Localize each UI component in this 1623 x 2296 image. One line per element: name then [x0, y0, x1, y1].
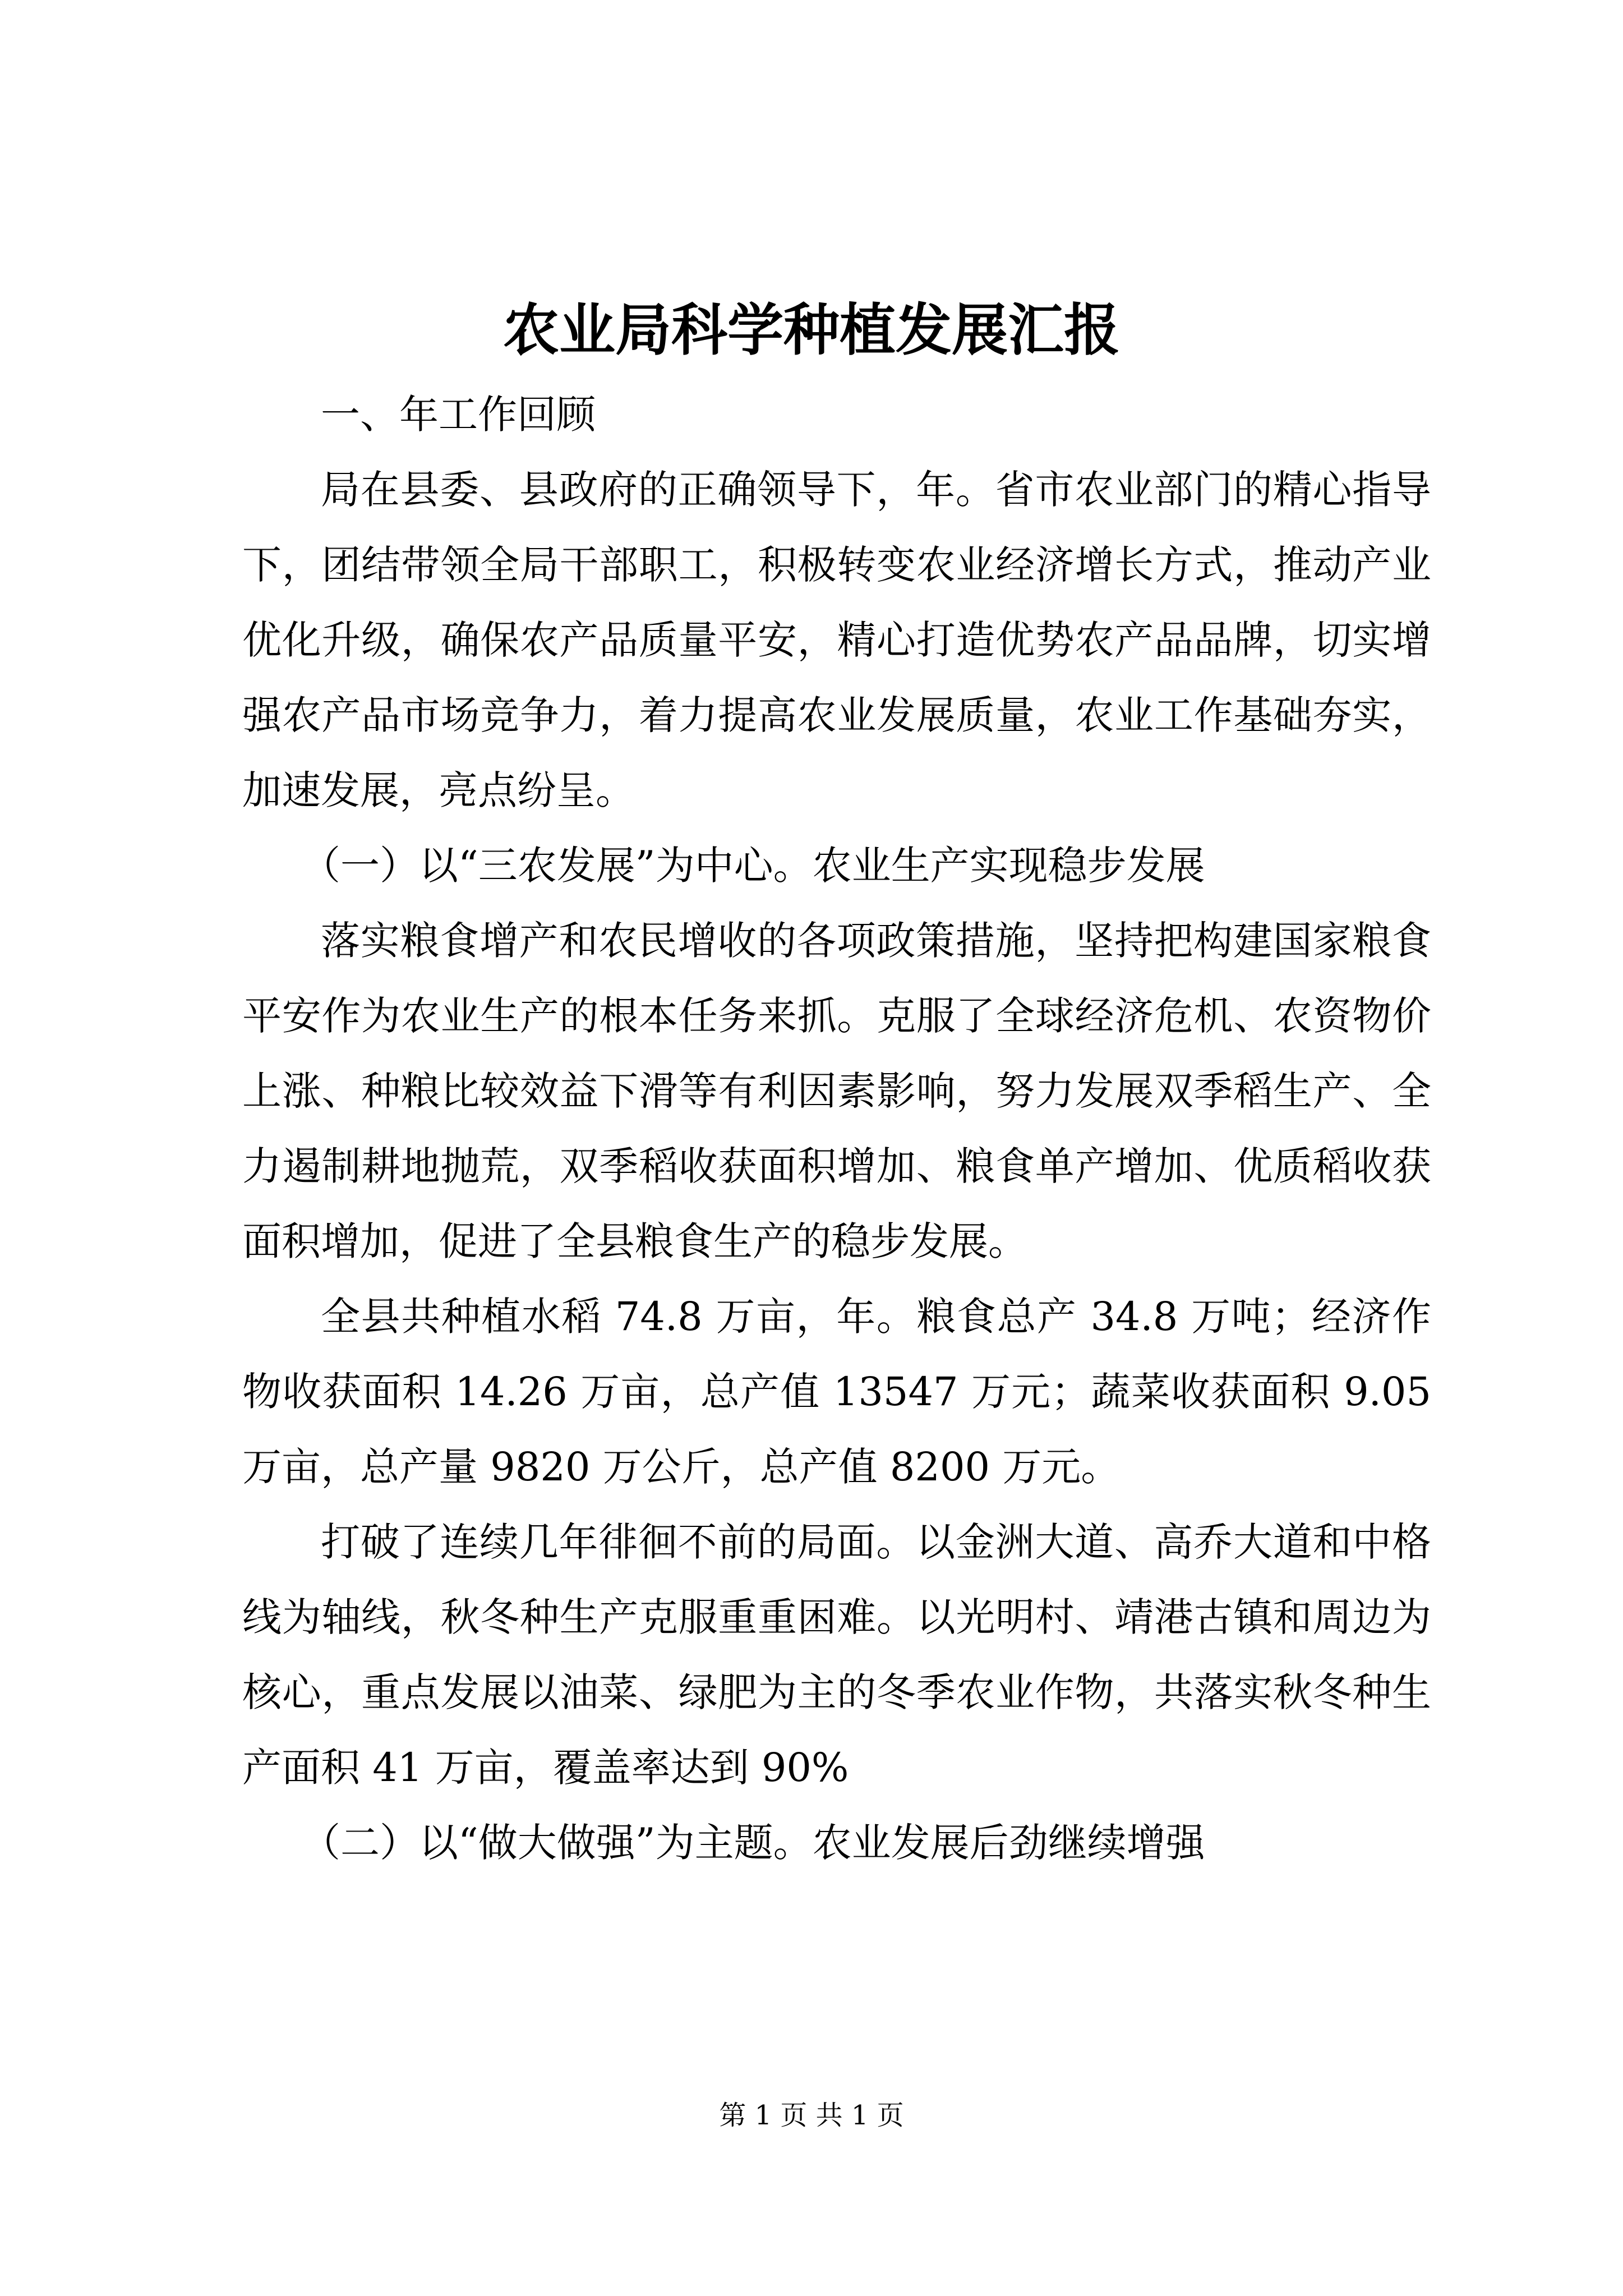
- subsection-heading-1: （一）以“三农发展”为中心。农业生产实现稳步发展: [301, 843, 1205, 889]
- paragraph-intro: 局在县委、县政府的正确领导下，年。省市农业部门的精心指导下，团结带领全局干部职工，积极转变农业经济增长方式，推动产业优化升级，确保农产品质量平安，精心打造优势农产品品牌，切实增强农产品市场竞争力，着力提高农业发展质量，农业工作基础夯实，加速发展，亮点纷呈。: [242, 467, 1431, 813]
- paragraph-statistics: 全县共种植水稻 74.8 万亩，年。粮食总产 34.8 万吨；经济作物收获面积 14.26 万亩，总产值 13547 万元；蔬菜收获面积 9.05 万亩，总产量 9820 万公斤，总产值 8200 万元。: [242, 1294, 1431, 1490]
- document-body: [242, 377, 1431, 1880]
- document-title: 农业局科学种植发展汇报: [503, 297, 1120, 363]
- paragraph-grain-policy: 落实粮食增产和农民增收的各项政策措施，坚持把构建国家粮食平安作为农业生产的根本任务来抓。克服了全球经济危机、农资物价上涨、种粮比较效益下滑等有利因素影响，努力发展双季稻生产、全力遏制耕地抛荒，双季稻收获面积增加、粮食单产增加、优质稻收获面积增加，促进了全县粮食生产的稳步发展。: [242, 918, 1431, 1264]
- paragraph-autumn-winter: 打破了连续几年徘徊不前的局面。以金洲大道、高乔大道和中格线为轴线，秋冬种生产克服重重困难。以光明村、靖港古镇和周边为核心，重点发展以油菜、绿肥为主的冬季农业作物，共落实秋冬种生产面积 41 万亩，覆盖率达到 90%: [242, 1519, 1431, 1791]
- section-heading-review: 一、年工作回顾: [321, 392, 596, 438]
- subsection-heading-2: （二）以“做大做强”为主题。农业发展后劲继续增强: [301, 1820, 1205, 1866]
- page-footer: 第 1 页 共 1 页: [719, 2100, 904, 2131]
